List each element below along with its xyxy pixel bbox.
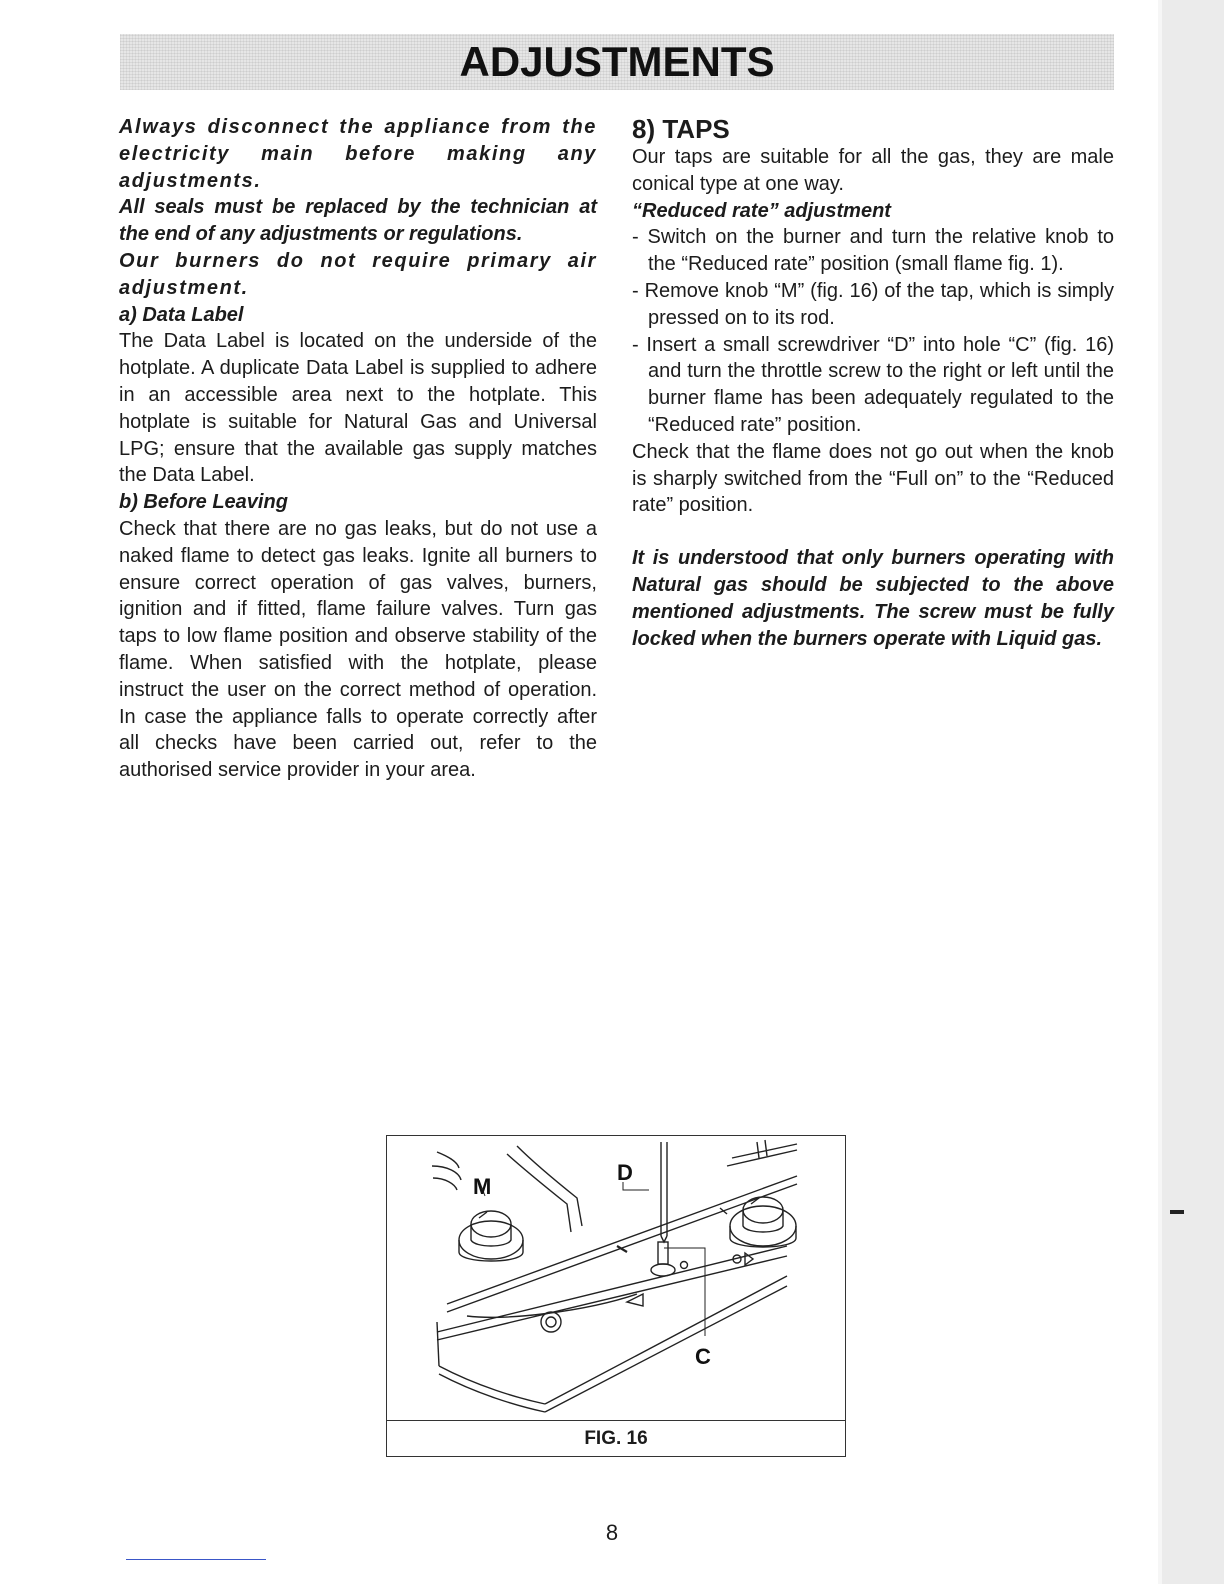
label-m: M bbox=[473, 1174, 492, 1199]
page-edge-line bbox=[1158, 0, 1162, 1584]
reduced-rate-heading: “Reduced rate” adjustment bbox=[632, 199, 891, 222]
step-item: - Remove knob “M” (fig. 16) of the tap, which is simply pressed on to its rod. bbox=[632, 279, 1114, 329]
warning-seals: All seals must be replaced by the technician at the end of any adjustments or regulations. bbox=[119, 196, 597, 246]
page-edge bbox=[1158, 0, 1224, 1584]
step-item: - Insert a small screwdriver “D” into hole “C” (fig. 16) and turn the throttle screw to the right or left until the burner flame has been adequately regulated to the “Reduced rate” position. bbox=[632, 333, 1114, 436]
label-c: C bbox=[695, 1344, 711, 1369]
warning-disconnect: Always disconnect the appliance from the electricity main before making any adjustments. bbox=[119, 116, 597, 192]
figure-caption: FIG. 16 bbox=[584, 1428, 648, 1449]
before-leaving-text: Check that there are no gas leaks, but do not use a naked flame to detect gas leaks. Ignite all burners to ensure correct operation of gas valves, burners, ignition and if fitted, flame failure valves. Turn gas taps to low flame position and observe stability of the flame. When satisfied with the hotplate, please instruct the user on the correct method of operation. In case the appliance falls to operate correctly after all checks have been carried out, refer to the authorised service provider in your area. bbox=[119, 517, 597, 782]
taps-intro: Our taps are suitable for all the gas, they are male conical type at one way. bbox=[632, 146, 1114, 195]
natural-gas-note: It is understood that only burners operating with Natural gas should be subjected to the above mentioned adjustments. The screw must be fully locked when the burners operate with Liquid gas. bbox=[632, 547, 1114, 650]
bottom-rule bbox=[126, 1559, 266, 1560]
page-title: ADJUSTMENTS bbox=[459, 38, 775, 85]
spacer bbox=[632, 519, 1114, 545]
left-column bbox=[119, 114, 597, 784]
label-d: D bbox=[617, 1160, 633, 1185]
taps-heading: 8) TAPS bbox=[632, 114, 730, 144]
page-edge-mark bbox=[1170, 1210, 1184, 1214]
before-leaving-heading: b) Before Leaving bbox=[119, 491, 288, 514]
check-text: Check that the flame does not go out when the knob is sharply switched from the “Full on” to the “Reduced rate” position. bbox=[632, 440, 1114, 517]
right-column bbox=[632, 114, 1114, 652]
step-item: - Switch on the burner and turn the relative knob to the “Reduced rate” position (small flame fig. 1). bbox=[632, 226, 1114, 276]
figure-16 bbox=[386, 1135, 846, 1457]
figure-caption-box bbox=[387, 1420, 845, 1457]
data-label-text: The Data Label is located on the underside of the hotplate. A duplicate Data Label is supplied to adhere in an accessible area next to the hotplate. This hotplate is suitable for Natural Gas and Universal LPG; ensure that the available gas supply matches the Data Label. bbox=[119, 330, 597, 487]
hotplate-tap-diagram bbox=[387, 1136, 844, 1420]
warning-primary-air: Our burners do not require primary air adjustment. bbox=[119, 249, 597, 299]
page-number: 8 bbox=[605, 1520, 619, 1545]
title-banner bbox=[120, 34, 1114, 90]
data-label-heading: a) Data Label bbox=[119, 303, 244, 326]
